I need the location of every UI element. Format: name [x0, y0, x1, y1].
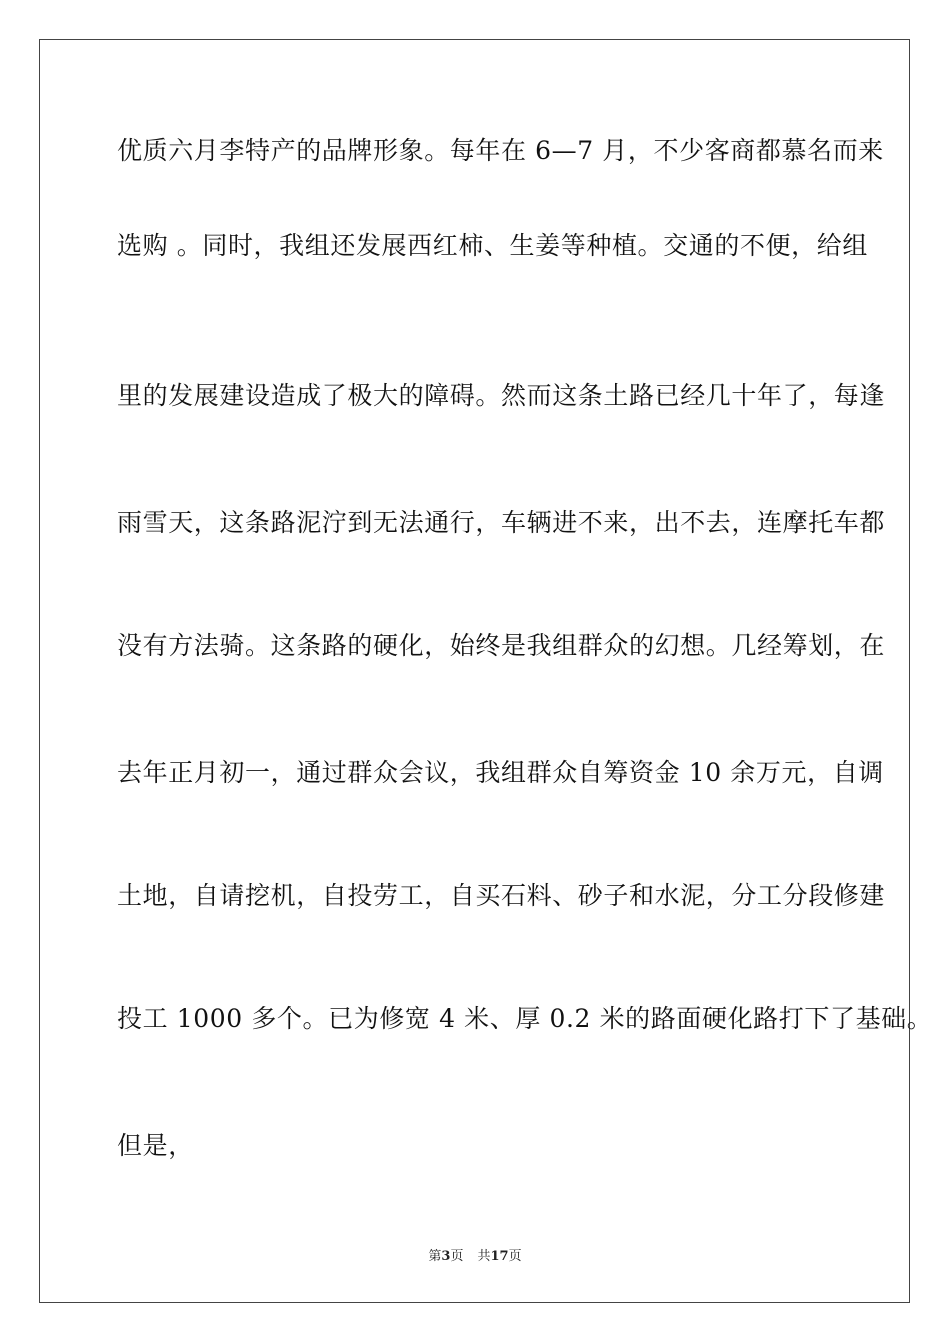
body-line-8: 投工 1000 多个。已为修宽 4 米、厚 0.2 米的路面硬化路打下了基础。 — [117, 1004, 933, 1033]
total-pages: 17 — [490, 1249, 509, 1264]
body-line-2: 选购 。同时，我组还发展西红柿、生姜等种植。交通的不便，给组 — [117, 231, 868, 260]
page-number: 3 — [441, 1249, 451, 1264]
body-line-9: 但是， — [117, 1131, 194, 1160]
body-line-1: 优质六月李特产的品牌形象。每年在 6—7 月，不少客商都慕名而来 — [117, 136, 884, 165]
page-suffix: 页 — [450, 1249, 464, 1264]
page-footer — [0, 1248, 950, 1266]
total-prefix: 共 — [477, 1249, 491, 1264]
body-line-6: 去年正月初一，通过群众会议，我组群众自筹资金 10 余万元，自调 — [117, 758, 884, 787]
total-suffix: 页 — [508, 1249, 522, 1264]
body-line-3: 里的发展建设造成了极大的障碍。然而这条土路已经几十年了，每逢 — [117, 381, 886, 410]
body-line-4: 雨雪天，这条路泥泞到无法通行，车辆进不来，出不去，连摩托车都 — [117, 508, 886, 537]
page-frame — [39, 39, 910, 1303]
body-line-7: 土地，自请挖机，自投劳工，自买石料、砂子和水泥，分工分段修建 — [117, 881, 886, 910]
page-prefix: 第 — [428, 1249, 442, 1264]
body-line-5: 没有方法骑。这条路的硬化，始终是我组群众的幻想。几经筹划，在 — [117, 631, 886, 660]
